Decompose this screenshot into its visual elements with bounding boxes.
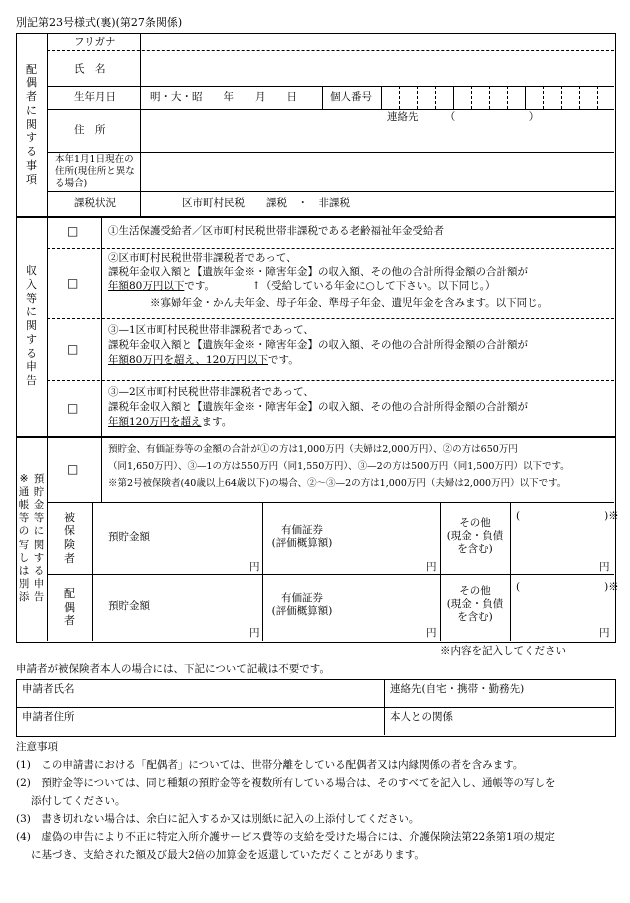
savings-note: ※内容を記入してください: [440, 645, 566, 657]
birth-label: 生年月日: [74, 91, 116, 103]
applicant-table: [16, 679, 616, 737]
note-1: (1) この申請書における「配偶者」については、世帯分離をしている配偶者又は内縁関係の者を含みます。: [16, 759, 524, 771]
savings-section-label: ※ 通 帳 等 の 写 し は 別 添: [18, 472, 30, 603]
other-text: その他: [459, 517, 491, 529]
name-label: 氏 名: [74, 63, 106, 75]
note-4a: (4) 虚偽の申告により不正に特定入所介護サービス費等の支給を受けた場合には、介護保険法第22条第1項の規定: [16, 831, 555, 843]
insured-label: 被 保 険 者: [64, 510, 75, 565]
opt2-line1: ②区市町村民税世帯非課税者であって、: [108, 252, 297, 264]
address-label: 住 所: [74, 124, 106, 136]
opt2-suffix: です。 ↑（受給している年金に○して下さい。以下同じ。）: [184, 280, 496, 292]
opt2-line2: 課税年金収入額と【遺族年金※・障害年金】の収入額、その他の合計所得金額の合計額が: [108, 266, 528, 278]
securities-sub: (評価概算額): [271, 605, 333, 618]
opt1-checkbox[interactable]: □: [67, 224, 79, 238]
insured-other-label: [440, 517, 510, 556]
other-sub: (現金・負債: [446, 598, 504, 611]
insured-other-yen: 円: [599, 561, 610, 573]
savings-line3: ※第2号被保険者(40歳以上64歳以下)の場合、②〜③—2の方は1,000万円（夫婦は2,000万円）以下です。: [108, 478, 567, 489]
opt3a-checkbox[interactable]: □: [67, 342, 79, 356]
income-section-label: 収 入 等 に 関 す る 申 告: [26, 264, 37, 388]
insured-deposit-yen: 円: [249, 561, 260, 573]
savings-checkbox[interactable]: □: [67, 462, 79, 476]
spouse-row-label: 配 偶 者: [64, 586, 75, 628]
spouse-other-label: [440, 585, 510, 624]
notes-title: 注意事項: [16, 741, 58, 753]
note-2b: 添付してください。: [31, 795, 126, 807]
note-4b: に基づき、支給された額及び最大2倍の加算金を返還していただくことがあります。: [31, 849, 425, 861]
opt3a-amount: 年額80万円を超え、120万円以下: [108, 354, 269, 366]
spouse-securities-yen: 円: [426, 627, 437, 639]
spouse-securities-label: [262, 592, 342, 618]
opt3a-suffix: です。: [268, 354, 299, 366]
spouse-other-yen: 円: [599, 627, 610, 639]
birth-value: 明・大・昭 年 月 日: [150, 91, 297, 103]
insured-securities-label: [262, 524, 342, 550]
opt2-checkbox[interactable]: □: [67, 276, 79, 290]
applicant-name-label: 申請者氏名: [22, 683, 75, 695]
other-sub: (現金・負債: [446, 530, 504, 543]
opt3a-line2: 課税年金収入額と【遺族年金※・障害年金】の収入額、その他の合計所得金額の合計額が: [108, 339, 528, 351]
form-title: 別記第23号様式(裏)(第27条関係): [16, 16, 183, 29]
furigana-label: フリガナ: [74, 36, 116, 48]
opt3b-line1: ③—2区市町村民税世帯非課税者であって、: [108, 386, 314, 398]
applicant-address-label: 申請者住所: [22, 711, 75, 723]
opt2-line4: ※寡婦年金・かん夫年金、母子年金、準母子年金、遺児年金を含みます。以下同じ。: [150, 297, 549, 309]
spouse-deposit-yen: 円: [249, 627, 260, 639]
other-text: その他: [459, 585, 491, 597]
opt3b-suffix: ます。: [201, 416, 233, 428]
insured-other-paren: ( )※: [516, 510, 619, 522]
opt3b-line3: [108, 416, 232, 429]
other-sub2: を含む): [457, 611, 493, 624]
applicant-contact-label: 連絡先(自宅・携帯・勤務先): [390, 683, 525, 695]
savings-line2: （同1,650万円）、③—1の方は550万円（同1,550万円）、③—2の方は500万円（同1,500万円）以下です。: [108, 461, 570, 472]
note-2a: (2) 預貯金等については、同じ種類の預貯金等を複数所有している場合は、そのすべてを記入し、通帳等の写しを: [16, 777, 556, 789]
savings-line1: 預貯金、有価証券等の金額の合計が①の方は1,000万円（夫婦は2,000万円）、②の方は650万円: [108, 444, 518, 455]
opt3a-line1: ③—1区市町村民税世帯非課税者であって、: [108, 324, 314, 336]
prior-address-label: 本年1月1日現在の住所(現住所と異なる場合): [55, 154, 135, 189]
opt3a-line3: [108, 354, 299, 367]
mynumber-label: 個人番号: [330, 91, 372, 103]
insured-deposit-label: 預貯金額: [108, 531, 150, 543]
tax-label: 課税状況: [74, 197, 116, 209]
savings-section-label-2: 預 貯 金 等 に 関 す る 申 告: [33, 472, 45, 603]
opt1-text: ①生活保護受給者／区市町村民税世帯非課税である老齢福祉年金受給者: [108, 225, 444, 237]
spouse-section-label: 配 偶 者 に 関 す る 事 項: [26, 62, 37, 186]
note-3: (3) 書き切れない場合は、余白に記入するか又は別紙に記入の上添付してください。: [16, 813, 420, 825]
insured-securities-yen: 円: [426, 561, 437, 573]
opt3b-amount: 年額120万円を超え: [108, 416, 202, 428]
securities-text: 有価証券: [281, 524, 323, 536]
tax-value: 区市町村民税 課税 ・ 非課税: [182, 197, 350, 209]
opt2-line3: [108, 280, 496, 293]
applicant-relation-label: 本人との関係: [390, 711, 453, 723]
applicant-intro: 申請者が被保険者本人の場合には、下記について記載は不要です。: [16, 663, 330, 675]
spouse-deposit-label: 預貯金額: [108, 600, 150, 612]
opt2-amount: 年額80万円以下: [108, 280, 185, 292]
securities-sub: (評価概算額): [271, 537, 333, 550]
other-sub2: を含む): [457, 543, 493, 556]
opt3b-line2: 課税年金収入額と【遺族年金※・障害年金】の収入額、その他の合計所得金額の合計額が: [108, 401, 528, 413]
opt3b-checkbox[interactable]: □: [67, 401, 79, 415]
spouse-other-paren: ( )※: [516, 581, 619, 593]
contact-label: 連絡先 （ ）: [387, 111, 540, 123]
securities-text: 有価証券: [281, 592, 323, 604]
